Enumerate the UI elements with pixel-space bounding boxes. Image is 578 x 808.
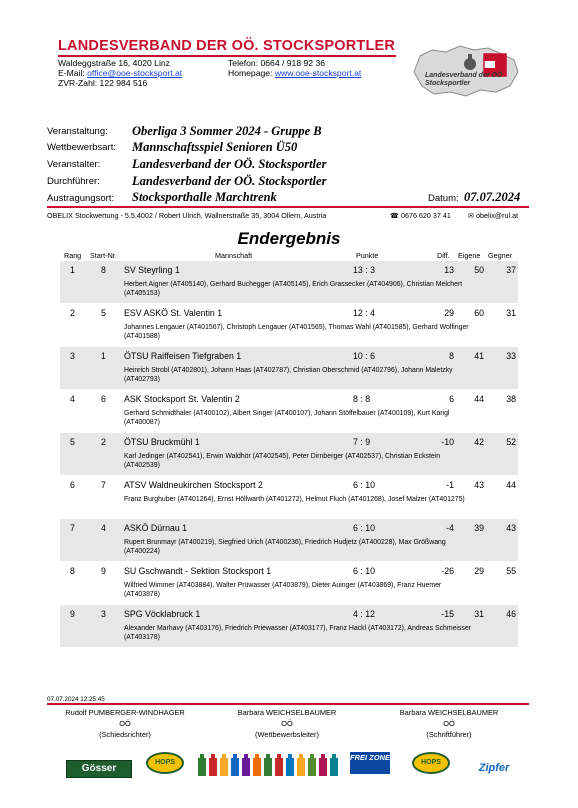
row-punkte: 6 : 10 xyxy=(353,480,376,490)
row-diff: 6 xyxy=(449,394,454,404)
table-row xyxy=(60,304,518,346)
table-row xyxy=(60,562,518,604)
sponsor-gosser-logo: Gösser xyxy=(66,760,132,778)
row-players: Herbert Aigner (AT405140), Gerhard Buchegger (AT405145), Erich Grassecker (AT404906), Christian Melchert (AT405153) xyxy=(124,281,463,297)
email-link[interactable]: office@ooe-stocksport.at xyxy=(87,68,183,78)
sig-role: (Schriftführer) xyxy=(426,730,472,739)
meta-divider xyxy=(47,206,529,208)
row-gegner: 46 xyxy=(506,609,516,619)
email-label: E-Mail: xyxy=(58,68,85,78)
org-zvr: ZVR-Zahl: 122 984 516 xyxy=(58,78,148,88)
row-start: 4 xyxy=(101,523,106,533)
row-eigene: 60 xyxy=(474,308,484,318)
sig-name: Barbara WEICHSELBAUMER xyxy=(399,708,499,717)
header-divider xyxy=(58,55,396,57)
table-row xyxy=(60,433,518,475)
row-punkte: 12 : 4 xyxy=(353,308,376,318)
row-gegner: 55 xyxy=(506,566,516,576)
table-row xyxy=(60,476,518,518)
row-eigene: 39 xyxy=(474,523,484,533)
row-start: 1 xyxy=(101,351,106,361)
row-start: 7 xyxy=(101,480,106,490)
row-eigene: 42 xyxy=(474,437,484,447)
table-row xyxy=(60,519,518,561)
org-homepage-line xyxy=(228,68,361,78)
row-rang: 7 xyxy=(70,523,75,533)
sig-region: OÖ xyxy=(443,719,455,728)
row-punkte: 6 : 10 xyxy=(353,523,376,533)
org-title: LANDESVERBAND DER OÖ. STOCKSPORTLER xyxy=(58,38,396,54)
row-team: ASKÖ Dürnau 1 xyxy=(124,523,188,533)
row-diff: 8 xyxy=(449,351,454,361)
row-gegner: 43 xyxy=(506,523,516,533)
row-players: Heinrich Strobl (AT402801), Johann Haas (AT402787), Christian Oberschmid (AT402796), Johann Maletzky (AT402793) xyxy=(124,367,453,383)
signature-wettbewerbsleiter xyxy=(212,707,362,740)
org-phone: Telefon: 0664 / 918 92 36 xyxy=(228,58,325,68)
row-team: ASK Stocksport St. Valentin 2 xyxy=(124,394,240,404)
homepage-link[interactable]: www.ooe-stocksport.at xyxy=(274,68,362,78)
table-row xyxy=(60,390,518,432)
row-team: SPG Vöcklabruck 1 xyxy=(124,609,201,619)
sig-name: Barbara WEICHSELBAUMER xyxy=(237,708,337,717)
row-diff: 13 xyxy=(444,265,454,275)
row-team: SV Steyrling 1 xyxy=(124,265,180,275)
row-players: Franz Burghuber (AT401264), Ernst Höllwarth (AT401272), Helmut Fluch (AT401268), Josef Malzer (AT401275) xyxy=(124,496,465,503)
row-start: 5 xyxy=(101,308,106,318)
row-team: ÖTSU Bruckmühl 1 xyxy=(124,437,200,447)
row-gegner: 52 xyxy=(506,437,516,447)
row-eigene: 31 xyxy=(474,609,484,619)
row-diff: -1 xyxy=(446,480,454,490)
sig-role: (Schiedsrichter) xyxy=(99,730,151,739)
row-players: Rupert Brunmayr (AT400219), Siegfried Urich (AT400236), Friedrich Hudjetz (AT400228), Max Größwang (AT400224) xyxy=(124,539,446,555)
row-start: 8 xyxy=(101,265,106,275)
durchfuehrer-label: Durchführer: xyxy=(47,176,100,187)
row-players: Wilfried Wimmer (AT403884), Walter Prüwasser (AT403879), Dieter Auinger (AT403869), Franz Huemer (AT403878) xyxy=(124,582,442,598)
veranstalter-label: Veranstalter: xyxy=(47,159,101,170)
row-team: ESV ASKÖ St. Valentin 1 xyxy=(124,308,223,318)
row-punkte: 7 : 9 xyxy=(353,437,371,447)
row-gegner: 44 xyxy=(506,480,516,490)
row-start: 3 xyxy=(101,609,106,619)
software-phone: ☎ 0676 620 37 41 xyxy=(390,211,451,220)
row-rang: 9 xyxy=(70,609,75,619)
durchfuehrer-value: Landesverband der OÖ. Stocksportler xyxy=(132,174,327,188)
veranstaltung-value: Oberliga 3 Sommer 2024 - Gruppe B xyxy=(132,124,322,138)
row-rang: 5 xyxy=(70,437,75,447)
row-team: SU Gschwandt - Sektion Stocksport 1 xyxy=(124,566,272,576)
row-punkte: 13 : 3 xyxy=(353,265,376,275)
wettbewerbsart-label: Wettbewerbsart: xyxy=(47,142,116,153)
row-eigene: 43 xyxy=(474,480,484,490)
logo-caption: Landesverband der OÖ Stocksportler xyxy=(425,72,503,87)
row-players: Gerhard Schmidthaler (AT400102), Albert Singer (AT400107), Johann Stöffelbauer (AT400109), Kurt Karigl (AT400087) xyxy=(124,410,450,426)
row-gegner: 33 xyxy=(506,351,516,361)
row-eigene: 29 xyxy=(474,566,484,576)
row-diff: 29 xyxy=(444,308,454,318)
row-players: Alexander Marhavy (AT403176), Friedrich Priewasser (AT403177), Franz Hackl (AT403172), Andreas Schmeisser (AT403178) xyxy=(124,625,471,641)
sponsor-hops-logo-2: HOPS xyxy=(412,752,450,774)
page-title: Endergebnis xyxy=(237,229,341,248)
row-diff: -4 xyxy=(446,523,454,533)
homepage-label: Homepage: xyxy=(228,68,273,78)
signature-schriftfuehrer xyxy=(374,707,524,740)
col-diff: Diff. xyxy=(437,251,450,260)
col-rang: Rang xyxy=(64,251,82,260)
datum-value: 07.07.2024 xyxy=(464,190,521,204)
timestamp: 07.07.2024 12:25:45 xyxy=(47,696,105,703)
verband-logo-icon xyxy=(410,42,522,100)
row-eigene: 41 xyxy=(474,351,484,361)
bottles-icon xyxy=(196,752,346,776)
austragungsort-label: Austragungsort: xyxy=(47,193,115,204)
row-rang: 1 xyxy=(70,265,75,275)
veranstaltung-label: Veranstaltung: xyxy=(47,126,108,137)
row-team: ÖTSU Raiffeisen Tiefgraben 1 xyxy=(124,351,242,361)
row-diff: -15 xyxy=(441,609,454,619)
row-gegner: 37 xyxy=(506,265,516,275)
sponsor-zipfer-logo: Zipfer xyxy=(478,762,510,774)
org-address: Waldeggstraße 16, 4020 Linz xyxy=(58,58,170,68)
row-team: ATSV Waldneukirchen Stocksport 2 xyxy=(124,480,263,490)
table-row xyxy=(60,261,518,303)
wettbewerbsart-value: Mannschaftsspiel Senioren Ü50 xyxy=(132,140,298,154)
datum-label: Datum: xyxy=(428,193,459,204)
software-info: OBELIX Stockwertung - 5.5.4002 / Robert Ulrich, Wallnerstraße 35, 3004 Ollern, Austria xyxy=(47,211,327,220)
row-rang: 6 xyxy=(70,480,75,490)
table-row xyxy=(60,605,518,647)
row-start: 6 xyxy=(101,394,106,404)
table-row xyxy=(60,347,518,389)
row-punkte: 4 : 12 xyxy=(353,609,376,619)
sponsor-freizone-logo: FREI ZONE xyxy=(350,752,390,774)
row-diff: -10 xyxy=(441,437,454,447)
row-eigene: 50 xyxy=(474,265,484,275)
row-punkte: 6 : 10 xyxy=(353,566,376,576)
col-gegner: Gegner xyxy=(488,251,512,260)
row-players: Karl Jedinger (AT402541), Erwin Waldhör (AT402545), Peter Dirnberger (AT402537), Christian Eckstein (AT402539) xyxy=(124,453,441,469)
row-rang: 3 xyxy=(70,351,75,361)
row-rang: 4 xyxy=(70,394,75,404)
row-punkte: 10 : 6 xyxy=(353,351,376,361)
col-mannschaft: Mannschaft xyxy=(215,251,253,260)
row-rang: 8 xyxy=(70,566,75,576)
signature-schiedsrichter xyxy=(50,707,200,740)
sponsor-hops-logo: HOPS xyxy=(146,752,184,774)
col-punkte: Punkte xyxy=(356,251,379,260)
veranstalter-value: Landesverband der OÖ. Stocksportler xyxy=(132,157,327,171)
software-mail: ✉ obelix@rul.at xyxy=(468,211,519,220)
col-eigene: Eigene xyxy=(458,251,481,260)
sig-role: (Wettbewerbsleiter) xyxy=(255,730,319,739)
org-email-line xyxy=(58,68,182,78)
row-punkte: 8 : 8 xyxy=(353,394,371,404)
footer-divider xyxy=(47,703,529,705)
sig-name: Rudolf PUMBERGER-WINDHAGER xyxy=(65,708,185,717)
row-diff: -26 xyxy=(441,566,454,576)
sig-region: OÖ xyxy=(281,719,293,728)
row-players: Johannes Lengauer (AT401567), Christoph Lengauer (AT401565), Thomas Wahl (AT401585), Gerhard Wolfinger (AT401588) xyxy=(124,324,469,340)
row-eigene: 44 xyxy=(474,394,484,404)
sig-region: OÖ xyxy=(119,719,131,728)
row-start: 9 xyxy=(101,566,106,576)
row-gegner: 38 xyxy=(506,394,516,404)
row-rang: 2 xyxy=(70,308,75,318)
col-start: Start-Nr. xyxy=(90,251,117,260)
row-gegner: 31 xyxy=(506,308,516,318)
austragungsort-value: Stocksporthalle Marchtrenk xyxy=(132,190,277,204)
row-start: 2 xyxy=(101,437,106,447)
